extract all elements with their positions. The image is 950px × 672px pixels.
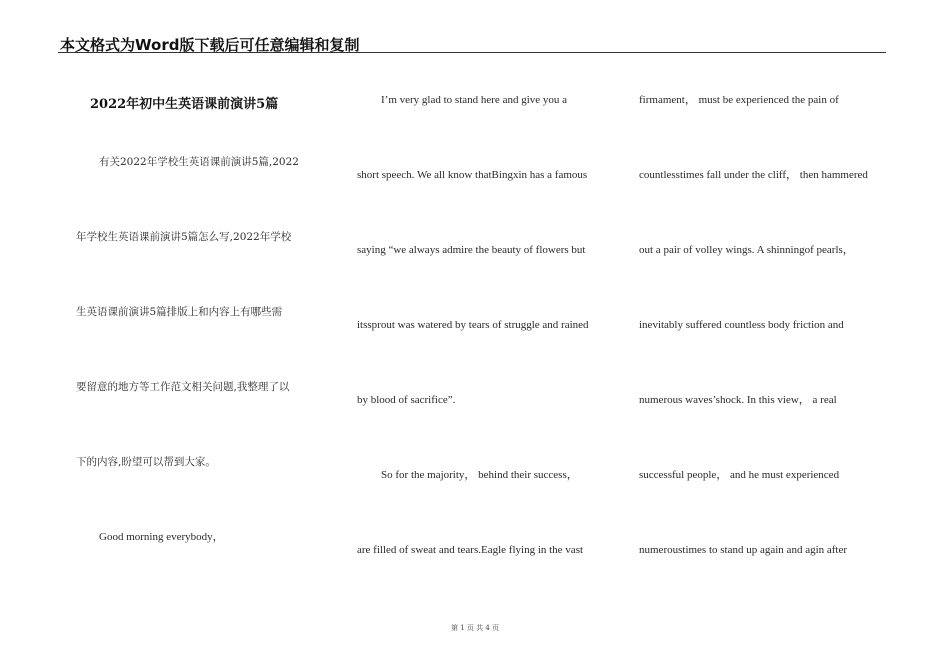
column-3-line-6: successful people， and he must experienced [639, 469, 840, 481]
document-title: 2022年初中生英语课前演讲5篇 [90, 97, 279, 112]
column-3-line-7: numeroustimes to stand up again and agin after [639, 544, 848, 556]
column-1-line-6: Good morning everybody， [99, 531, 224, 543]
column-1-line-4: 要留意的地方等工作范文相关问题,我整理了以 [76, 381, 290, 393]
column-1-line-5: 下的内容,盼望可以帮到大家。 [76, 456, 216, 468]
column-2-line-3: saying “we always admire the beauty of flowers but [357, 244, 586, 256]
column-3-line-1: firmament， must be experienced the pain of [639, 94, 839, 106]
document-header-title: 本文格式为Word版下载后可任意编辑和复制 [60, 36, 360, 54]
header-divider [58, 52, 886, 53]
column-2-line-4: itssprout was watered by tears of struggle and rained [357, 319, 589, 331]
column-3-line-2: countlesstimes fall under the cliff， then hammered [639, 169, 868, 181]
column-2-line-1: I’m very glad to stand here and give you a [381, 94, 568, 106]
column-3-line-5: numerous waves’shock. In this view， a real [639, 394, 837, 406]
column-1-line-1: 有关2022年学校生英语课前演讲5篇,2022 [99, 156, 299, 168]
column-1-line-3: 生英语课前演讲5篇排版上和内容上有哪些需 [76, 306, 283, 318]
page-footer: 第 1 页 共 4 页 [450, 624, 500, 632]
column-3-line-3: out a pair of volley wings. A shinningof pearls， [639, 244, 854, 256]
column-1-line-2: 年学校生英语课前演讲5篇怎么写,2022年学校 [76, 231, 292, 243]
column-2-line-7: are filled of sweat and tears.Eagle flying in the vast [357, 544, 584, 556]
column-2-line-6: So for the majority， behind their success， [381, 469, 578, 481]
column-2-line-5: by blood of sacrifice”. [357, 394, 456, 406]
column-2-line-2: short speech. We all know thatBingxin has a famous [357, 169, 588, 181]
column-3-line-4: inevitably suffered countless body friction and [639, 319, 844, 331]
